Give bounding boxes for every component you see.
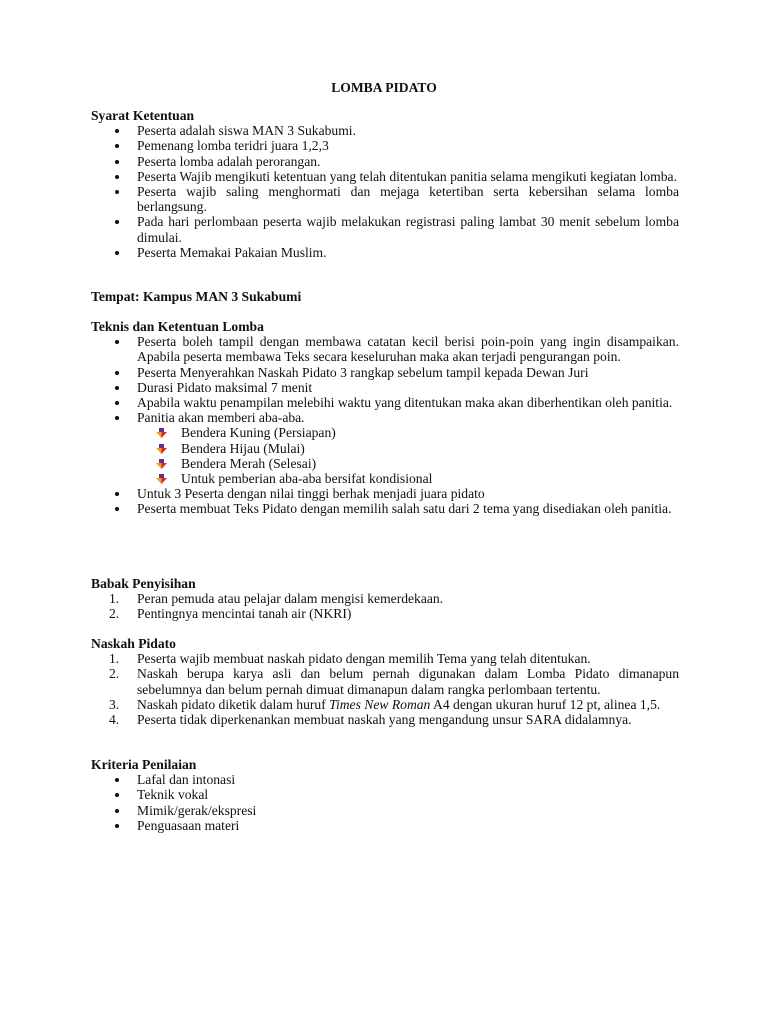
heading-teknis: Teknis dan Ketentuan Lomba <box>91 319 264 334</box>
babak-list <box>91 591 679 621</box>
list-item: Peserta wajib saling menghormati dan mejaga ketertiban serta kebersihan selama lomba berlangsung. <box>91 184 679 214</box>
list-item: Peserta boleh tampil dengan membawa catatan kecil berisi poin-poin yang ingin disampaikan. Apabila peserta membawa Teks secara keseluruhan maka akan terjadi pengurangan poin. <box>91 334 679 364</box>
document-title: LOMBA PIDATO <box>331 80 437 95</box>
list-item: Lafal dan intonasi <box>91 772 679 787</box>
flag-item-label: Bendera Merah (Selesai) <box>181 455 317 471</box>
section-naskah <box>91 636 679 727</box>
list-item: 4. Peserta tidak diperkenankan membuat naskah yang mengandung unsur SARA didalamnya. <box>109 712 632 728</box>
flag-item <box>91 456 679 471</box>
list-item: Durasi Pidato maksimal 7 menit <box>91 380 679 395</box>
arrow-bullet-icon <box>156 444 167 454</box>
syarat-list <box>91 123 679 260</box>
teknis-list-continued <box>91 486 679 516</box>
heading-syarat: Syarat Ketentuan <box>91 108 195 123</box>
arrow-bullet-icon <box>156 428 167 438</box>
heading-naskah: Naskah Pidato <box>91 636 176 651</box>
list-item: Peserta Wajib mengikuti ketentuan yang telah ditentukan panitia selama mengikuti kegiatan lomba. <box>91 169 679 184</box>
list-item: Panitia akan memberi aba-aba. <box>91 410 679 425</box>
list-item: 2. Pentingnya mencintai tanah air (NKRI) <box>109 606 352 622</box>
list-item: Peserta adalah siswa MAN 3 Sukabumi. <box>91 123 679 138</box>
list-item: 2. Naskah berupa karya asli dan belum pernah digunakan dalam Lomba Pidato dimanapun sebelumnya dan belum pernah dimuat dimanapun dalam rangka perlombaan tertentu. <box>109 666 679 697</box>
kriteria-list <box>91 772 679 833</box>
list-item: Peserta membuat Teks Pidato dengan memilih salah satu dari 2 tema yang disediakan oleh panitia. <box>91 501 679 516</box>
list-item: Penguasaan materi <box>91 818 679 833</box>
flag-item-label: Bendera Hijau (Mulai) <box>181 440 305 456</box>
heading-babak: Babak Penyisihan <box>91 576 196 591</box>
flag-item-label: Untuk pemberian aba-aba bersifat kondisional <box>181 471 433 487</box>
flag-signal-list <box>91 425 679 486</box>
section-kriteria <box>91 757 679 833</box>
list-item: Apabila waktu penampilan melebihi waktu yang ditentukan maka akan diberhentikan oleh panitia. <box>91 395 679 410</box>
arrow-bullet-icon <box>156 474 167 484</box>
heading-tempat: Tempat: Kampus MAN 3 Sukabumi <box>91 289 302 304</box>
list-item: Untuk 3 Peserta dengan nilai tinggi berhak menjadi juara pidato <box>91 486 679 501</box>
list-item: Peserta Memakai Pakaian Muslim. <box>91 245 679 260</box>
font-name: Times New Roman <box>329 696 431 712</box>
teknis-list <box>91 334 679 425</box>
list-item: Mimik/gerak/ekspresi <box>91 803 679 818</box>
list-item: 3. Naskah pidato diketik dalam huruf Times New Roman A4 dengan ukuran huruf 12 pt, alinea 1,5. <box>109 696 661 712</box>
flag-item <box>91 441 679 456</box>
flag-item <box>91 471 679 486</box>
list-item: Pemenang lomba teridri juara 1,2,3 <box>91 138 679 153</box>
list-item: Peserta lomba adalah perorangan. <box>91 154 679 169</box>
section-babak <box>91 576 679 622</box>
naskah-list <box>91 651 679 727</box>
list-item: 1. Peserta wajib membuat naskah pidato dengan memilih Tema yang telah ditentukan. <box>109 651 591 667</box>
flag-item <box>91 425 679 440</box>
arrow-bullet-icon <box>156 459 167 469</box>
section-tempat <box>91 289 679 304</box>
flag-item-label: Bendera Kuning (Persiapan) <box>181 425 336 441</box>
section-syarat <box>91 108 679 260</box>
list-item: Peserta Menyerahkan Naskah Pidato 3 rangkap sebelum tampil kepada Dewan Juri <box>91 365 679 380</box>
list-item: Teknik vokal <box>91 787 679 802</box>
list-item: 1. Peran pemuda atau pelajar dalam mengisi kemerdekaan. <box>109 591 444 607</box>
section-teknis <box>91 319 679 517</box>
heading-kriteria: Kriteria Penilaian <box>91 757 197 772</box>
list-item: Pada hari perlombaan peserta wajib melakukan registrasi paling lambat 30 menit sebelum lomba dimulai. <box>91 214 679 244</box>
